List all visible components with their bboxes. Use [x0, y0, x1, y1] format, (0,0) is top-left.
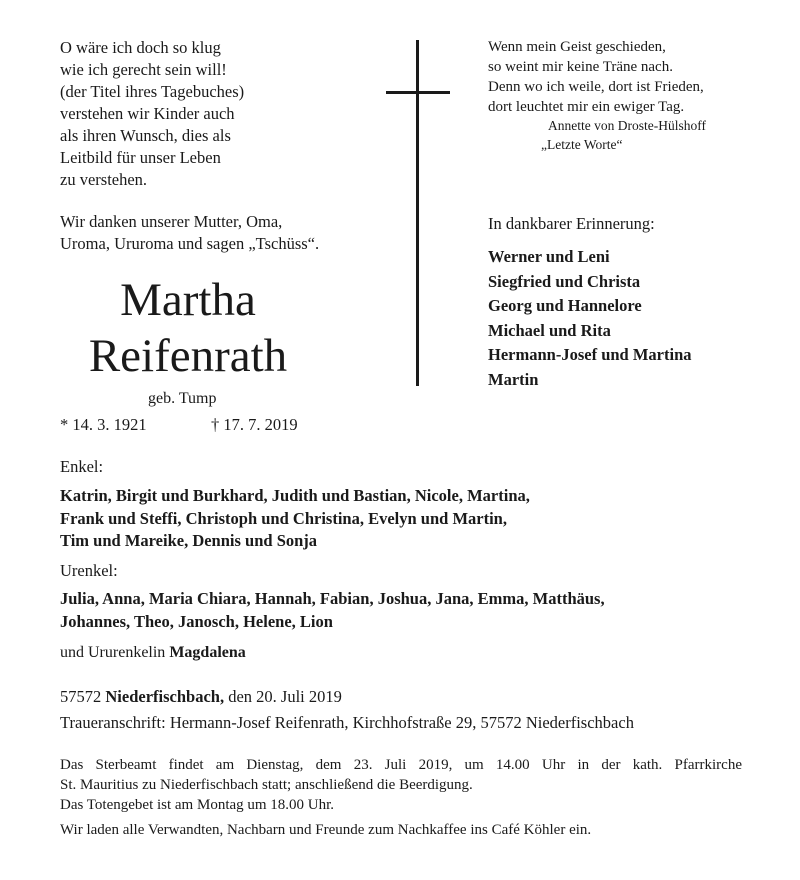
poem-line: zu verstehen. — [60, 170, 148, 189]
poem-line: Wenn mein Geist geschieden, — [488, 39, 666, 55]
great-grandchildren-line: Johannes, Theo, Janosch, Helene, Lion — [60, 611, 333, 631]
poem-line: Leitbild für unser Leben — [60, 148, 221, 167]
grandchildren-line: Tim und Mareike, Dennis und Sonja — [60, 531, 318, 550]
great-great-name: Magdalena — [169, 644, 246, 661]
mourner-name: Hermann-Josef und Martina — [488, 345, 692, 365]
grandchildren-list — [60, 485, 530, 553]
mourner-name: Martin — [488, 369, 539, 389]
service-line: Das Totengebet ist am Montag um 18.00 Uhr. — [60, 797, 335, 813]
cross-icon-bar — [386, 91, 450, 94]
mourner-name: Michael und Rita — [488, 320, 611, 340]
mourner-name: Werner und Leni — [488, 247, 610, 266]
mourner-name: Siegfried und Christa — [488, 271, 641, 291]
place-date — [60, 687, 342, 707]
poem-line: verstehen wir Kinder auch — [60, 104, 235, 123]
poem-line: Denn wo ich weile, dort ist Frieden, — [488, 79, 704, 95]
grandchildren-label: Enkel: — [60, 457, 104, 476]
thanks-line: Wir danken unserer Mutter, Oma, — [60, 212, 283, 231]
service-info — [60, 755, 742, 815]
poem-line: dort leuchtet mir ein ewiger Tag. — [488, 99, 685, 115]
mourner-name: Georg und Hannelore — [488, 296, 642, 316]
place-zip: 57572 — [60, 687, 106, 706]
great-grandchildren-label: Urenkel: — [60, 561, 118, 580]
mourners-list — [488, 245, 692, 393]
poem-source: „Letzte Worte“ — [541, 137, 623, 152]
place-date-text: den 20. Juli 2019 — [224, 687, 342, 706]
great-grandchildren-list — [60, 588, 605, 633]
thanks-text — [60, 211, 319, 255]
mourners-intro: In dankbarer Erinnerung: — [488, 214, 655, 233]
deceased-last-name: Reifenrath — [88, 330, 288, 382]
left-poem — [60, 37, 244, 191]
poem-line: als ihren Wunsch, dies als — [60, 126, 231, 145]
poem-line: so weint mir keine Träne nach. — [488, 59, 673, 75]
place-city: Niederfischbach, — [105, 687, 225, 706]
death-date: † 17. 7. 2019 — [211, 415, 298, 434]
birth-date: * 14. 3. 1921 — [60, 415, 147, 434]
mourning-address: Traueranschrift: Hermann-Josef Reifenrath, Kirchhofstraße 29, 57572 Niederfischbach — [60, 713, 634, 732]
service-line: Das Sterbeamt findet am Dienstag, dem 23. Juli 2019, um 14.00 Uhr in der kath. Pfarrkirche — [60, 757, 742, 773]
poem-author: Annette von Droste-Hülshoff — [548, 118, 706, 133]
thanks-line: Uroma, Ururoma und sagen „Tschüss“. — [60, 234, 320, 253]
invitation-text: Wir laden alle Verwandten, Nachbarn und Freunde zum Nachkaffee ins Café Köhler ein. — [60, 822, 592, 838]
poem-line: (der Titel ihres Tagebuches) — [60, 82, 245, 101]
service-line: St. Mauritius zu Niederfischbach statt; anschließend die Beerdigung. — [60, 777, 473, 793]
grandchildren-line: Katrin, Birgit und Burkhard, Judith und Bastian, Nicole, Martina, — [60, 486, 530, 505]
great-great-prefix: und Ururenkelin — [60, 644, 170, 661]
grandchildren-line: Frank und Steffi, Christoph und Christina, Evelyn und Martin, — [60, 508, 507, 528]
great-grandchildren-line: Julia, Anna, Maria Chiara, Hannah, Fabian, Joshua, Jana, Emma, Matthäus, — [60, 589, 605, 608]
poem-line: O wäre ich doch so klug — [60, 38, 221, 57]
deceased-first-name: Martha — [120, 274, 256, 326]
poem-line: wie ich gerecht sein will! — [60, 60, 227, 79]
right-poem — [488, 37, 704, 117]
great-great-line — [60, 644, 246, 662]
birth-name: geb. Tump — [148, 390, 217, 407]
